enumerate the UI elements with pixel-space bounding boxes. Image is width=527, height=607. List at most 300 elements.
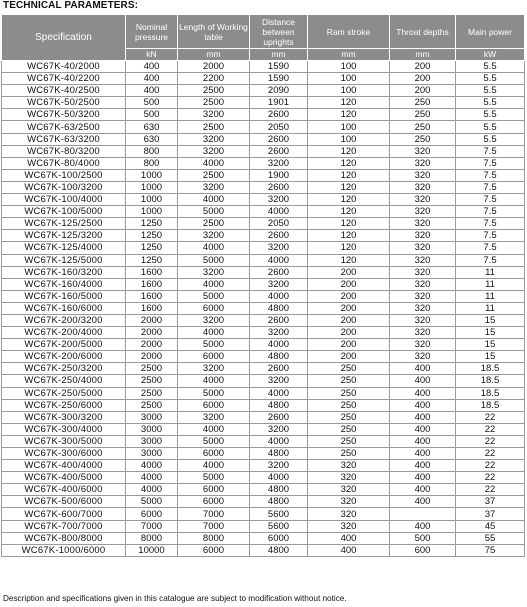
throat-depth-cell: 320 [390,254,456,266]
main-power-cell: 15 [456,339,525,351]
uprights-distance-cell: 1901 [250,97,308,109]
main-power-cell: 15 [456,351,525,363]
header-specification: Specification [2,15,126,61]
nominal-pressure-cell: 1250 [126,230,178,242]
throat-depth-cell: 250 [390,133,456,145]
nominal-pressure-cell: 1000 [126,206,178,218]
ram-stroke-cell: 320 [308,484,390,496]
throat-depth-cell: 400 [390,460,456,472]
header-row [2,15,525,49]
uprights-distance-cell: 4800 [250,399,308,411]
uprights-distance-cell: 1590 [250,61,308,73]
table-row [2,278,525,290]
nominal-pressure-cell: 500 [126,97,178,109]
main-power-cell: 7.5 [456,181,525,193]
table-row [2,302,525,314]
main-power-cell: 5.5 [456,61,525,73]
ram-stroke-cell: 200 [308,278,390,290]
table-row [2,472,525,484]
nominal-pressure-cell: 2500 [126,387,178,399]
table-row [2,399,525,411]
throat-depth-cell: 400 [390,435,456,447]
nominal-pressure-cell: 1000 [126,169,178,181]
table-row [2,121,525,133]
header-throat-depths: Throat depths [390,15,456,49]
table-length-cell: 3200 [178,230,250,242]
uprights-distance-cell: 2090 [250,85,308,97]
ram-stroke-cell: 200 [308,290,390,302]
table-length-cell: 2500 [178,169,250,181]
ram-stroke-cell: 200 [308,339,390,351]
ram-stroke-cell: 100 [308,121,390,133]
throat-depth-cell: 400 [390,448,456,460]
throat-depth-cell: 320 [390,230,456,242]
table-length-cell: 6000 [178,302,250,314]
nominal-pressure-cell: 1600 [126,266,178,278]
main-power-cell: 7.5 [456,230,525,242]
table-row [2,363,525,375]
ram-stroke-cell: 200 [308,327,390,339]
specification-cell: WC67K-300/6000 [2,448,126,460]
specification-cell: WC67K-125/3200 [2,230,126,242]
throat-depth-cell: 400 [390,387,456,399]
table-length-cell: 4000 [178,194,250,206]
throat-depth-cell: 320 [390,218,456,230]
uprights-distance-cell: 4800 [250,302,308,314]
ram-stroke-cell: 200 [308,302,390,314]
table-row [2,496,525,508]
throat-depth-cell: 400 [390,363,456,375]
table-length-cell: 5000 [178,472,250,484]
uprights-distance-cell: 3200 [250,327,308,339]
throat-depth-cell: 600 [390,544,456,556]
throat-depth-cell: 320 [390,290,456,302]
main-power-cell: 11 [456,302,525,314]
main-power-cell: 45 [456,520,525,532]
uprights-distance-cell: 2600 [250,411,308,423]
unit-throat-depths: mm [390,49,456,61]
throat-depth-cell: 320 [390,194,456,206]
table-row [2,290,525,302]
specification-cell: WC67K-300/3200 [2,411,126,423]
ram-stroke-cell: 250 [308,387,390,399]
main-power-cell: 7.5 [456,218,525,230]
ram-stroke-cell: 120 [308,254,390,266]
uprights-distance-cell: 4800 [250,484,308,496]
specification-cell: WC67K-125/4000 [2,242,126,254]
table-row [2,109,525,121]
table-row [2,133,525,145]
table-row [2,181,525,193]
main-power-cell: 5.5 [456,133,525,145]
nominal-pressure-cell: 2000 [126,339,178,351]
ram-stroke-cell: 250 [308,448,390,460]
main-power-cell: 7.5 [456,242,525,254]
specification-cell: WC67K-200/6000 [2,351,126,363]
throat-depth-cell: 200 [390,61,456,73]
nominal-pressure-cell: 400 [126,61,178,73]
table-row [2,435,525,447]
table-row [2,242,525,254]
nominal-pressure-cell: 1250 [126,254,178,266]
uprights-distance-cell: 4800 [250,544,308,556]
table-length-cell: 2500 [178,121,250,133]
nominal-pressure-cell: 10000 [126,544,178,556]
table-row [2,254,525,266]
specification-cell: WC67K-160/5000 [2,290,126,302]
ram-stroke-cell: 200 [308,266,390,278]
table-length-cell: 3200 [178,145,250,157]
nominal-pressure-cell: 3000 [126,423,178,435]
ram-stroke-cell: 120 [308,194,390,206]
unit-working-table-length: mm [178,49,250,61]
throat-depth-cell: 320 [390,181,456,193]
table-length-cell: 4000 [178,157,250,169]
table-length-cell: 6000 [178,399,250,411]
nominal-pressure-cell: 1250 [126,218,178,230]
main-power-cell: 7.5 [456,194,525,206]
uprights-distance-cell: 2600 [250,133,308,145]
ram-stroke-cell: 400 [308,544,390,556]
nominal-pressure-cell: 4000 [126,484,178,496]
throat-depth-cell: 500 [390,532,456,544]
main-power-cell: 11 [456,290,525,302]
throat-depth-cell: 320 [390,145,456,157]
nominal-pressure-cell: 4000 [126,460,178,472]
main-power-cell: 11 [456,278,525,290]
uprights-distance-cell: 2600 [250,145,308,157]
unit-nominal-pressure: kN [126,49,178,61]
table-row [2,423,525,435]
specification-cell: WC67K-200/3200 [2,314,126,326]
throat-depth-cell: 320 [390,339,456,351]
table-length-cell: 2200 [178,73,250,85]
table-length-cell: 6000 [178,351,250,363]
ram-stroke-cell: 120 [308,242,390,254]
specification-cell: WC67K-80/4000 [2,157,126,169]
uprights-distance-cell: 5600 [250,520,308,532]
table-length-cell: 2500 [178,97,250,109]
uprights-distance-cell: 2050 [250,121,308,133]
table-row [2,145,525,157]
header-distance-between-uprights: Distance between uprights [250,15,308,49]
specification-cell: WC67K-50/2500 [2,97,126,109]
table-length-cell: 2500 [178,218,250,230]
uprights-distance-cell: 3200 [250,157,308,169]
table-row [2,97,525,109]
uprights-distance-cell: 3200 [250,194,308,206]
uprights-distance-cell: 4000 [250,290,308,302]
specification-cell: WC67K-100/2500 [2,169,126,181]
uprights-distance-cell: 3200 [250,423,308,435]
nominal-pressure-cell: 3000 [126,435,178,447]
table-length-cell: 7000 [178,520,250,532]
table-length-cell: 5000 [178,435,250,447]
main-power-cell: 11 [456,266,525,278]
nominal-pressure-cell: 1600 [126,290,178,302]
table-length-cell: 5000 [178,254,250,266]
nominal-pressure-cell: 630 [126,133,178,145]
specification-cell: WC67K-160/6000 [2,302,126,314]
table-row [2,520,525,532]
throat-depth-cell: 400 [390,375,456,387]
main-power-cell: 5.5 [456,109,525,121]
ram-stroke-cell: 120 [308,109,390,121]
specification-cell: WC67K-100/3200 [2,181,126,193]
throat-depth-cell: 400 [390,520,456,532]
nominal-pressure-cell: 4000 [126,472,178,484]
nominal-pressure-cell: 500 [126,109,178,121]
specification-cell: WC67K-125/5000 [2,254,126,266]
ram-stroke-cell: 320 [308,460,390,472]
header-working-table-length: Length of Working table [178,15,250,49]
main-power-cell: 22 [456,411,525,423]
table-row [2,339,525,351]
uprights-distance-cell: 2600 [250,314,308,326]
ram-stroke-cell: 320 [308,520,390,532]
table-row [2,532,525,544]
uprights-distance-cell: 1900 [250,169,308,181]
specification-cell: WC67K-600/7000 [2,508,126,520]
throat-depth-cell: 400 [390,423,456,435]
table-length-cell: 3200 [178,314,250,326]
uprights-distance-cell: 2600 [250,363,308,375]
specification-cell: WC67K-300/4000 [2,423,126,435]
uprights-distance-cell: 4000 [250,206,308,218]
uprights-distance-cell: 3200 [250,278,308,290]
table-row [2,448,525,460]
main-power-cell: 5.5 [456,97,525,109]
header-main-power: Main power [456,15,525,49]
nominal-pressure-cell: 2500 [126,375,178,387]
specification-cell: WC67K-250/3200 [2,363,126,375]
uprights-distance-cell: 2600 [250,230,308,242]
main-power-cell: 15 [456,314,525,326]
table-length-cell: 5000 [178,339,250,351]
main-power-cell: 37 [456,496,525,508]
uprights-distance-cell: 4000 [250,387,308,399]
table-row [2,169,525,181]
throat-depth-cell: 320 [390,302,456,314]
main-power-cell: 18.5 [456,387,525,399]
table-length-cell: 4000 [178,375,250,387]
nominal-pressure-cell: 7000 [126,520,178,532]
throat-depth-cell: 400 [390,411,456,423]
table-length-cell: 2000 [178,61,250,73]
nominal-pressure-cell: 800 [126,145,178,157]
ram-stroke-cell: 320 [308,508,390,520]
specification-cell: WC67K-125/2500 [2,218,126,230]
uprights-distance-cell: 4000 [250,339,308,351]
table-length-cell: 5000 [178,387,250,399]
ram-stroke-cell: 120 [308,230,390,242]
main-power-cell: 22 [456,484,525,496]
ram-stroke-cell: 250 [308,363,390,375]
main-power-cell: 22 [456,448,525,460]
table-row [2,218,525,230]
nominal-pressure-cell: 1000 [126,181,178,193]
throat-depth-cell: 400 [390,484,456,496]
specification-cell: WC67K-1000/6000 [2,544,126,556]
specification-cell: WC67K-400/5000 [2,472,126,484]
main-power-cell: 75 [456,544,525,556]
throat-depth-cell: 250 [390,97,456,109]
throat-depth-cell: 320 [390,206,456,218]
main-power-cell: 22 [456,472,525,484]
throat-depth-cell: 400 [390,496,456,508]
specification-cell: WC67K-50/3200 [2,109,126,121]
table-row [2,85,525,97]
nominal-pressure-cell: 6000 [126,508,178,520]
ram-stroke-cell: 250 [308,411,390,423]
nominal-pressure-cell: 5000 [126,496,178,508]
uprights-distance-cell: 2050 [250,218,308,230]
throat-depth-cell: 250 [390,121,456,133]
main-power-cell: 5.5 [456,73,525,85]
specification-cell: WC67K-40/2200 [2,73,126,85]
main-power-cell: 7.5 [456,254,525,266]
ram-stroke-cell: 250 [308,375,390,387]
table-row [2,544,525,556]
uprights-distance-cell: 2600 [250,109,308,121]
table-length-cell: 4000 [178,278,250,290]
table-row [2,206,525,218]
nominal-pressure-cell: 2500 [126,363,178,375]
throat-depth-cell: 320 [390,351,456,363]
table-row [2,411,525,423]
specification-cell: WC67K-250/6000 [2,399,126,411]
main-power-cell: 22 [456,460,525,472]
table-length-cell: 4000 [178,460,250,472]
throat-depth-cell: 200 [390,73,456,85]
uprights-distance-cell: 4000 [250,435,308,447]
specification-cell: WC67K-63/3200 [2,133,126,145]
specification-cell: WC67K-100/5000 [2,206,126,218]
specification-cell: WC67K-700/7000 [2,520,126,532]
ram-stroke-cell: 120 [308,169,390,181]
nominal-pressure-cell: 1000 [126,194,178,206]
table-length-cell: 3200 [178,133,250,145]
specification-cell: WC67K-400/6000 [2,484,126,496]
specification-cell: WC67K-250/5000 [2,387,126,399]
table-length-cell: 3200 [178,411,250,423]
table-row [2,266,525,278]
throat-depth-cell: 320 [390,278,456,290]
table-row [2,194,525,206]
ram-stroke-cell: 100 [308,133,390,145]
main-power-cell: 18.5 [456,363,525,375]
table-length-cell: 4000 [178,327,250,339]
table-length-cell: 3200 [178,109,250,121]
nominal-pressure-cell: 2000 [126,314,178,326]
table-row [2,73,525,85]
throat-depth-cell: 320 [390,266,456,278]
throat-depth-cell: 320 [390,157,456,169]
table-row [2,387,525,399]
uprights-distance-cell: 4800 [250,448,308,460]
page-title: TECHNICAL PARAMETERS: [3,0,139,11]
nominal-pressure-cell: 1600 [126,302,178,314]
main-power-cell: 7.5 [456,145,525,157]
specification-cell: WC67K-80/3200 [2,145,126,157]
main-power-cell: 55 [456,532,525,544]
ram-stroke-cell: 250 [308,435,390,447]
table-row [2,351,525,363]
table-row [2,327,525,339]
table-length-cell: 6000 [178,448,250,460]
specification-cell: WC67K-160/4000 [2,278,126,290]
table-length-cell: 4000 [178,423,250,435]
throat-depth-cell [390,508,456,520]
ram-stroke-cell: 120 [308,218,390,230]
throat-depth-cell: 320 [390,242,456,254]
uprights-distance-cell: 5600 [250,508,308,520]
table-row [2,484,525,496]
ram-stroke-cell: 320 [308,472,390,484]
main-power-cell: 22 [456,435,525,447]
main-power-cell: 7.5 [456,169,525,181]
throat-depth-cell: 200 [390,85,456,97]
table-length-cell: 7000 [178,508,250,520]
main-power-cell: 15 [456,327,525,339]
main-power-cell: 18.5 [456,375,525,387]
nominal-pressure-cell: 630 [126,121,178,133]
specification-cell: WC67K-800/8000 [2,532,126,544]
uprights-distance-cell: 4800 [250,351,308,363]
nominal-pressure-cell: 400 [126,85,178,97]
header-ram-stroke: Ram stroke [308,15,390,49]
specification-cell: WC67K-250/4000 [2,375,126,387]
table-length-cell: 6000 [178,544,250,556]
ram-stroke-cell: 400 [308,532,390,544]
ram-stroke-cell: 250 [308,423,390,435]
specification-cell: WC67K-200/4000 [2,327,126,339]
nominal-pressure-cell: 3000 [126,411,178,423]
table-length-cell: 2500 [178,85,250,97]
unit-main-power: kW [456,49,525,61]
throat-depth-cell: 320 [390,314,456,326]
main-power-cell: 18.5 [456,399,525,411]
ram-stroke-cell: 200 [308,314,390,326]
table-length-cell: 3200 [178,266,250,278]
ram-stroke-cell: 120 [308,97,390,109]
ram-stroke-cell: 200 [308,351,390,363]
main-power-cell: 5.5 [456,85,525,97]
table-body [2,61,525,557]
header-nominal-pressure: Nominal pressure [126,15,178,49]
ram-stroke-cell: 120 [308,145,390,157]
table-row [2,508,525,520]
ram-stroke-cell: 120 [308,181,390,193]
table-length-cell: 8000 [178,532,250,544]
nominal-pressure-cell: 3000 [126,448,178,460]
specification-cell: WC67K-400/4000 [2,460,126,472]
ram-stroke-cell: 100 [308,73,390,85]
ram-stroke-cell: 320 [308,496,390,508]
table-length-cell: 5000 [178,290,250,302]
uprights-distance-cell: 4000 [250,472,308,484]
throat-depth-cell: 250 [390,109,456,121]
nominal-pressure-cell: 2000 [126,351,178,363]
ram-stroke-cell: 120 [308,206,390,218]
uprights-distance-cell: 6000 [250,532,308,544]
table-row [2,375,525,387]
main-power-cell: 37 [456,508,525,520]
main-power-cell: 7.5 [456,157,525,169]
throat-depth-cell: 320 [390,327,456,339]
specification-cell: WC67K-40/2500 [2,85,126,97]
ram-stroke-cell: 120 [308,157,390,169]
